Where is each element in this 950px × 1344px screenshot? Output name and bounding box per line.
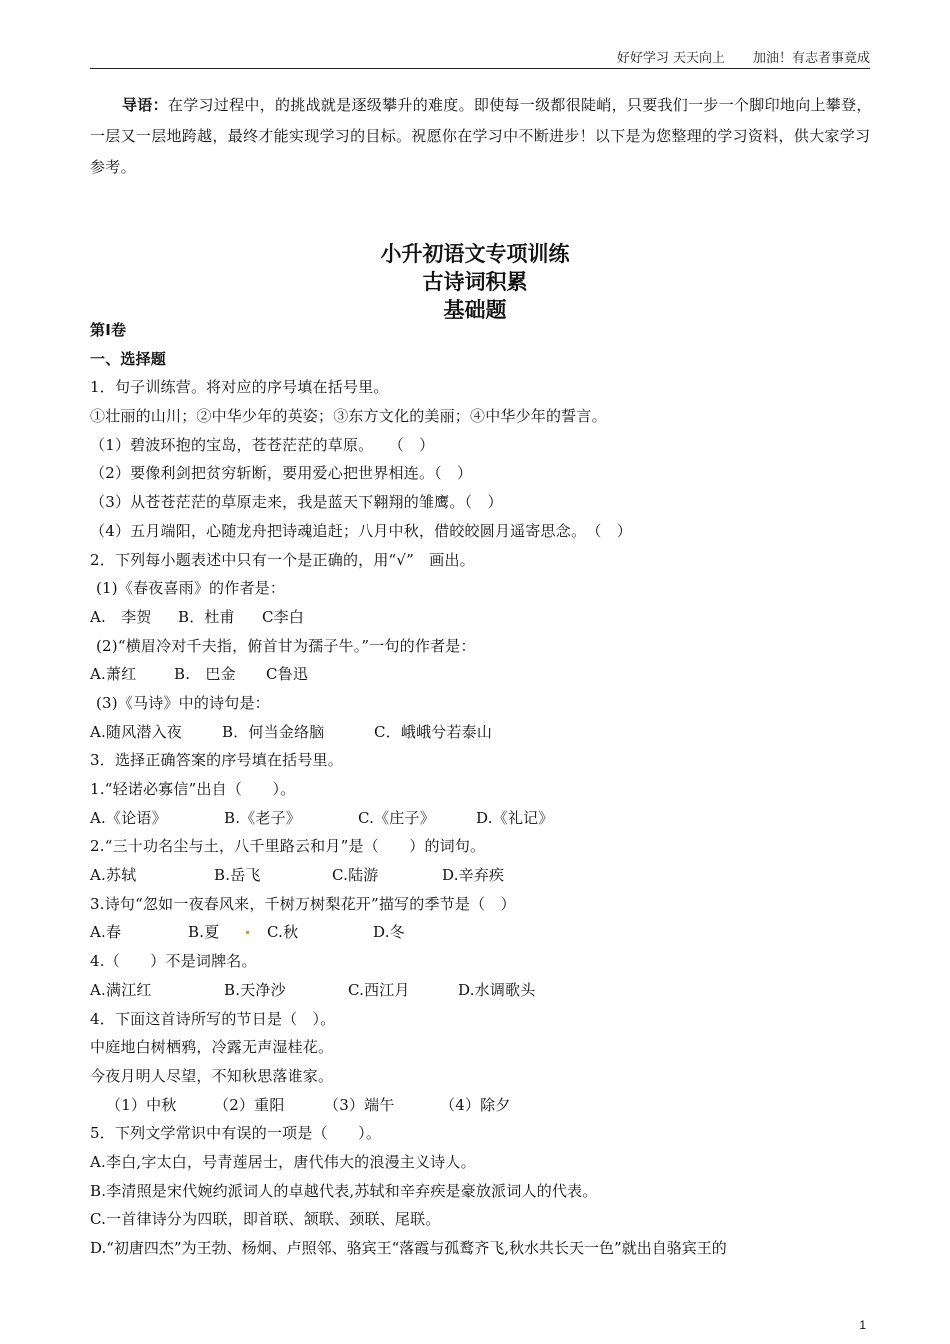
header-left-text: 好好学习 天天向上: [616, 51, 725, 66]
option: C.西江月: [348, 980, 410, 999]
option: B.天净沙: [224, 980, 286, 999]
page-header: [90, 50, 870, 69]
stray-dot: [246, 931, 249, 934]
option: （3）端午: [324, 1095, 395, 1114]
section-heading: 一、选择题: [90, 349, 167, 368]
q2-stem: 2．下列每小题表述中只有一个是正确的，用“√” 画出。: [90, 550, 475, 569]
q5-option-c: C.一首律诗分为四联，即首联、颔联、颈联、尾联。: [90, 1210, 441, 1229]
q2-sub1-options: [90, 603, 880, 632]
q3-sub1-question: 1.“轻诺必寡信”出自（ ）。: [90, 780, 296, 798]
option: B.《老子》: [224, 808, 301, 827]
option: A.春: [90, 923, 122, 942]
option: B．何当金络脑: [222, 722, 325, 741]
option: A.满江红: [90, 980, 152, 999]
header-right-text: 加油！有志者事竟成: [752, 51, 870, 66]
q3-sub2-options: [90, 861, 880, 890]
q5-option-a: A.李白,字太白，号青莲居士，唐代伟大的浪漫主义诗人。: [90, 1152, 476, 1171]
q5-stem: 5．下列文学常识中有误的一项是（ ）。: [90, 1124, 382, 1143]
q2-sub2-question: (2)“横眉冷对千夫指，俯首甘为孺子牛。”一句的作者是：: [96, 636, 476, 655]
option: A. 李贺: [90, 607, 152, 626]
q4-poem-line-2: 今夜月明人尽望，不知秋思落谁家。: [90, 1066, 334, 1085]
option: （1）中秋: [106, 1095, 177, 1114]
q2-sub3-question: (3)《马诗》中的诗句是：: [96, 693, 270, 712]
title-line-1: 小升初语文专项训练: [380, 242, 570, 266]
q4-options: [90, 1091, 880, 1120]
q5-option-d: D.“初唐四杰”为王勃、杨炯、卢照邻、骆宾王“落霞与孤鹜齐飞,秋水共长天一色”就出自骆宾王的: [90, 1239, 727, 1257]
q2-sub1-question: (1)《春夜喜雨》的作者是：: [96, 579, 286, 598]
q1-item-3: （3）从苍苍茫茫的草原走来，我是蓝天下翱翔的雏鹰。（ ）: [90, 493, 503, 512]
q1-options: ①壮丽的山川；②中华少年的英姿；③东方文化的美丽；④中华少年的誓言。: [90, 407, 607, 426]
intro-paragraph: [90, 90, 872, 183]
q1-item-2: （2）要像利剑把贫穷斩断，要用爱心把世界相连。（ ）: [90, 464, 473, 483]
intro-label: 导语：: [122, 96, 168, 114]
q3-sub3-options: [90, 918, 880, 947]
option: （4）除夕: [440, 1095, 511, 1114]
option: C.《庄子》: [358, 808, 435, 827]
q3-sub3-question: 3.诗句“忽如一夜春风来，千树万树梨花开”描写的季节是（ ）: [90, 894, 516, 913]
option: A.萧红: [90, 665, 137, 684]
q1-item-1: （1）碧波环抱的宝岛，苍苍茫茫的草原。 （ ）: [90, 435, 435, 454]
question-content: [90, 316, 880, 1263]
q4-stem: 4．下面这首诗所写的节日是（ ）。: [90, 1009, 336, 1028]
intro-text: 在学习过程中，的挑战就是逐级攀升的难度。即使每一级都很陡峭，只要我们一步一个脚印地向上攀登，一层又一层地跨越，最终才能实现学习的目标。祝愿你在学习中不断进步！以下是为您整理的学习资料，供大家学习参考。: [90, 96, 872, 176]
option: B．杜甫: [178, 607, 235, 626]
option: D.《礼记》: [476, 808, 554, 827]
q1-stem: 1．句子训练营。将对应的序号填在括号里。: [90, 378, 389, 397]
option: C李白: [262, 607, 305, 626]
q3-sub4-question: 4.（ ）不是词牌名。: [90, 952, 257, 971]
option: C．峨峨兮若泰山: [374, 722, 493, 741]
option: C.陆游: [332, 866, 379, 885]
option: C鲁迅: [266, 665, 309, 684]
option: A.苏轼: [90, 866, 137, 885]
option: C.秋: [267, 923, 299, 942]
q3-sub2-question: 2.“三十功名尘与土，八千里路云和月”是（ ）的词句。: [90, 837, 486, 856]
q3-sub1-options: [90, 804, 880, 833]
q1-item-4: （4）五月端阳，心随龙舟把诗魂追赶；八月中秋，借皎皎圆月遥寄思念。 （ ）: [90, 521, 632, 540]
option: A.随风潜入夜: [90, 722, 183, 741]
option: B. 巴金: [174, 665, 236, 684]
option: （2）重阳: [214, 1095, 285, 1114]
title-line-2: 古诗词积累: [422, 270, 528, 294]
option: A.《论语》: [90, 808, 167, 827]
option: D.冬: [373, 923, 405, 942]
q4-poem-line-1: 中庭地白树栖鸦，冷露无声湿桂花。: [90, 1038, 334, 1057]
volume-label: 第I卷: [90, 321, 127, 339]
q3-sub4-options: [90, 976, 880, 1005]
option: D.辛弃疾: [442, 866, 505, 885]
option: D.水调歌头: [458, 980, 536, 999]
q2-sub2-options: [90, 660, 880, 689]
q5-option-b: B.李清照是宋代婉约派词人的卓越代表,苏轼和辛弃疾是豪放派词人的代表。: [90, 1181, 598, 1200]
option: B.岳飞: [214, 866, 261, 885]
option: B.夏: [188, 923, 220, 942]
q3-stem: 3．选择正确答案的序号填在括号里。: [90, 751, 343, 770]
page-number: 1: [859, 1318, 866, 1332]
q2-sub3-options: [90, 718, 880, 747]
title-line-3: 基础题: [443, 298, 507, 322]
